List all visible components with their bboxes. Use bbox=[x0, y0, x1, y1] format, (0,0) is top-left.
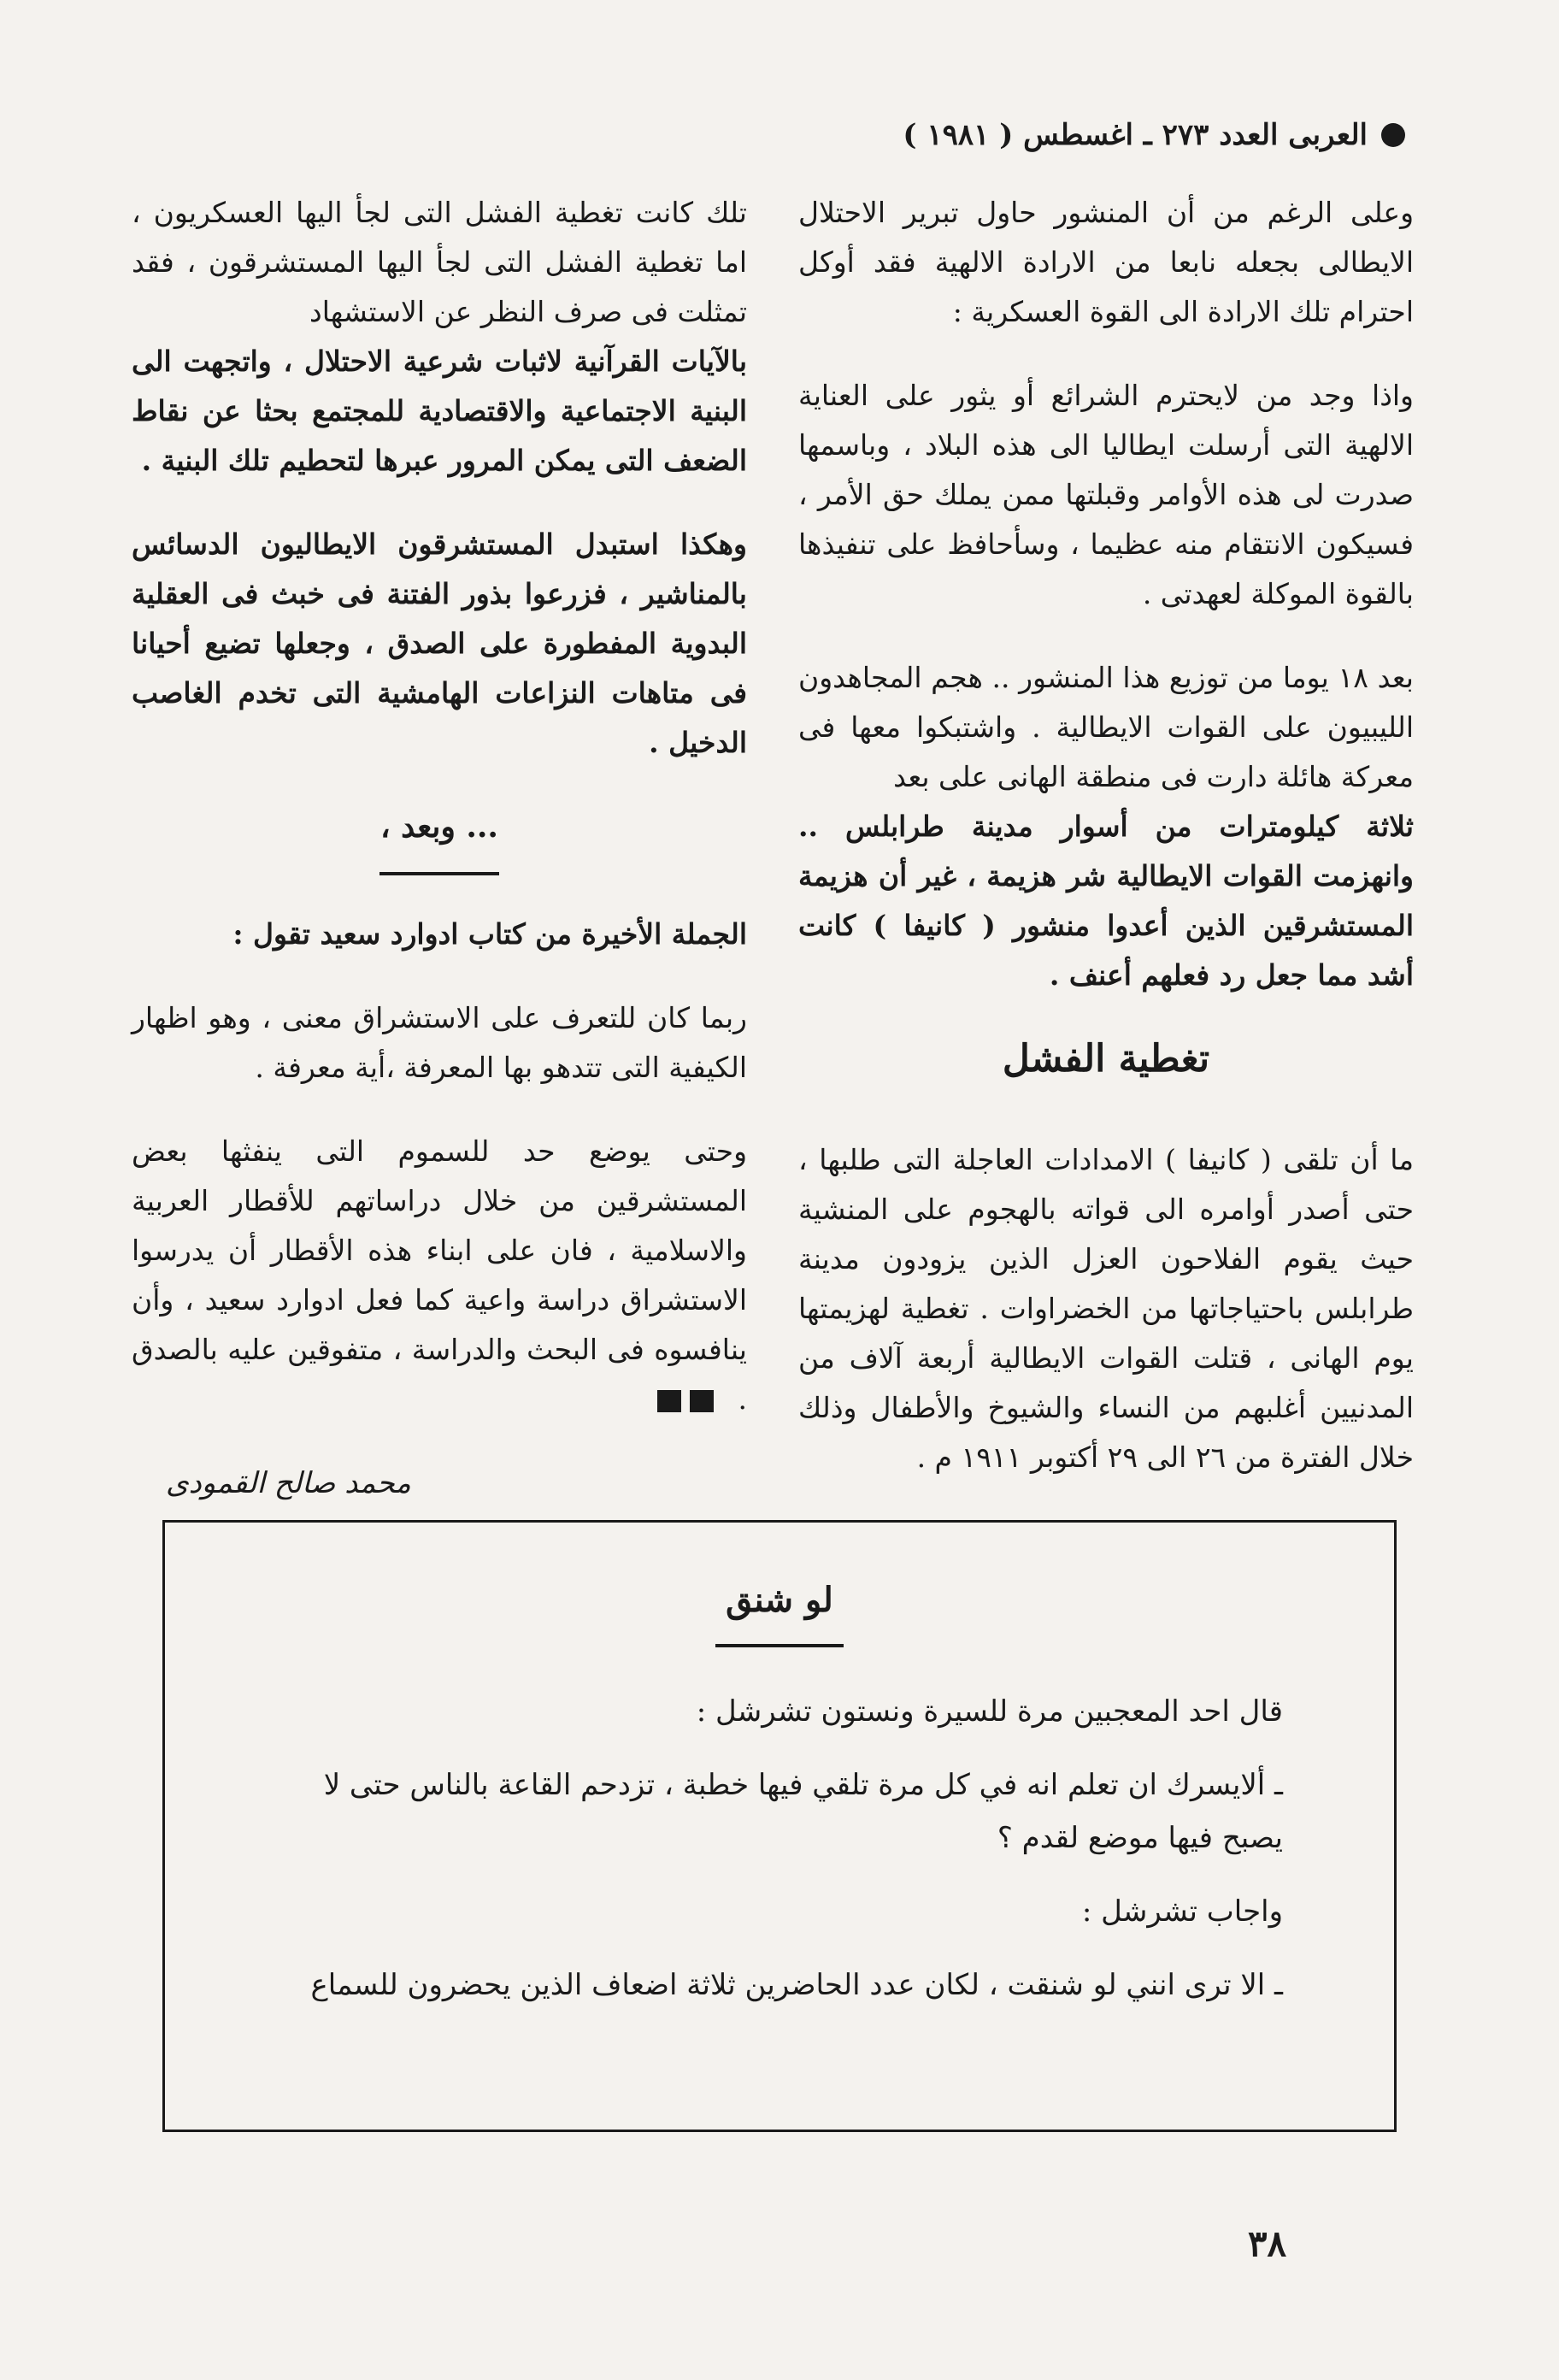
closing-text: وحتى يوضع حد للسموم التى ينفثها بعض المستشرقين من خلال دراساتهم للأقطار العربية والاسلامية ، فان على ابناء هذه الأقطار أن يدرسوا الاستشراق دراسة واعية كما فعل ادوارد سعيد ، وأن ينافسوه فى البحث والدراسة ، متفوقين عليه بالصدق . bbox=[132, 1134, 747, 1416]
paragraph: وعلى الرغم من أن المنشور حاول تبرير الاحتلال الايطالى بجعله نابعا من الارادة الالهية فقد أوكل احترام تلك الارادة الى القوة العسكرية : bbox=[798, 196, 1414, 328]
divider bbox=[715, 1644, 844, 1647]
divider bbox=[379, 872, 499, 875]
box-line: قال احد المعجبين مرة للسيرة ونستون تشرشل : bbox=[696, 1694, 1283, 1729]
box-line: واجاب تشرشل : bbox=[1081, 1894, 1283, 1929]
right-column bbox=[798, 188, 1414, 1517]
paragraph bbox=[132, 188, 747, 337]
closing-paragraph bbox=[132, 1127, 747, 1424]
bold-paragraph: ثلاثة كيلومترات من أسوار مدينة طرابلس .. وانهزمت القوات الايطالية شر هزيمة ، غير أن هزيمة المستشرقين الذين أعدوا منشور ( كانيفا ) كانت أشد مما جعل رد فعلهم أعنف . bbox=[798, 810, 1414, 992]
section-heading: تغطية الفشل bbox=[1002, 1037, 1210, 1081]
box-title: لو شنق bbox=[726, 1580, 833, 1620]
end-of-article-icon bbox=[657, 1390, 714, 1412]
paragraph: بعد ١٨ يوما من توزيع هذا المنشور .. هجم المجاهدون الليبيون على القوات الايطالية . واشتبكوا معها فى معركة هائلة دارت فى منطقة الهانى على بعد bbox=[798, 661, 1414, 793]
quote: ربما كان للتعرف على الاستشراق معنى ، وهو اظهار الكيفية التى تتدهو بها المعرفة ،أية معرفة . bbox=[132, 1001, 747, 1084]
author-signature: محمد صالح القمودى bbox=[166, 1466, 411, 1500]
afterword-heading: ... وبعد ، bbox=[380, 809, 498, 845]
article-columns bbox=[132, 188, 1414, 1517]
running-title: العربى العدد ٢٧٣ ـ اغسطس ( ١٩٨١ ) bbox=[903, 118, 1368, 152]
bold-paragraph: بالآيات القرآنية لاثبات شرعية الاحتلال ، واتجهت الى البنية الاجتماعية والاقتصادية للمجتمع بحثا عن نقاط الضعف التى يمكن المرور عبرها لتحطيم تلك البنية . bbox=[132, 345, 747, 477]
quote-intro: الجملة الأخيرة من كتاب ادوارد سعيد تقول : bbox=[232, 917, 747, 951]
box-line: ـ الا ترى انني لو شنقت ، لكان عدد الحاضرين ثلاثة اضعاف الذين يحضرون للسماع bbox=[310, 1968, 1283, 2002]
anecdote-box bbox=[162, 1520, 1397, 2132]
left-column bbox=[132, 188, 747, 1517]
bullet-icon bbox=[1381, 123, 1405, 147]
paragraph: ما أن تلقى ( كانيفا ) الامدادات العاجلة التى طلبها ، حتى أصدر أوامره الى قواته بالهجوم على المنشية حيث يقوم الفلاحون العزل الذين يزودون مدينة طرابلس باحتياجاتها من الخضراوات . تغطية لهزيمتها يوم الهانى ، قتلت القوات الايطالية أربعة آلاف من المدنيين أغلبهم من النساء والشيوخ والأطفال وذلك خلال الفترة من ٢٦ الى ٢٩ أكتوبر ١٩١١ م . bbox=[798, 1143, 1414, 1474]
running-header bbox=[157, 109, 1405, 161]
bold-paragraph: وهكذا استبدل المستشرقون الايطاليون الدسائس بالمناشير ، فزرعوا بذور الفتنة فى خبث فى العقلية البدوية المفطورة على الصدق ، وجعلها تضيع أحيانا فى متاهات النزاعات الهامشية التى تخدم الغاصب الدخيل . bbox=[132, 527, 747, 759]
paragraph-plain-part: تلك كانت تغطية الفشل التى لجأ اليها العسكريون ، اما تغطية الفشل التى لجأ اليها المستشرقون ، فقد تمثلت فى صرف النظر عن الاستشهاد bbox=[132, 196, 747, 328]
paragraph: واذا وجد من لايحترم الشرائع أو يثور على العناية الالهية التى أرسلت ايطاليا الى هذه البلاد ، وباسمها صدرت لى هذه الأوامر وقبلتها ممن يملك حق الأمر ، فسيكون الانتقام منه عظيما ، وسأحافظ على تنفيذها بالقوة الموكلة لعهدتى . bbox=[798, 379, 1414, 610]
box-line: ـ ألايسرك ان تعلم انه في كل مرة تلقي فيها خطبة ، تزدحم القاعة بالناس حتى لا يصبح فيها موضع لقدم ؟ bbox=[323, 1768, 1283, 1855]
page-number: ٣٨ bbox=[1248, 2223, 1287, 2265]
